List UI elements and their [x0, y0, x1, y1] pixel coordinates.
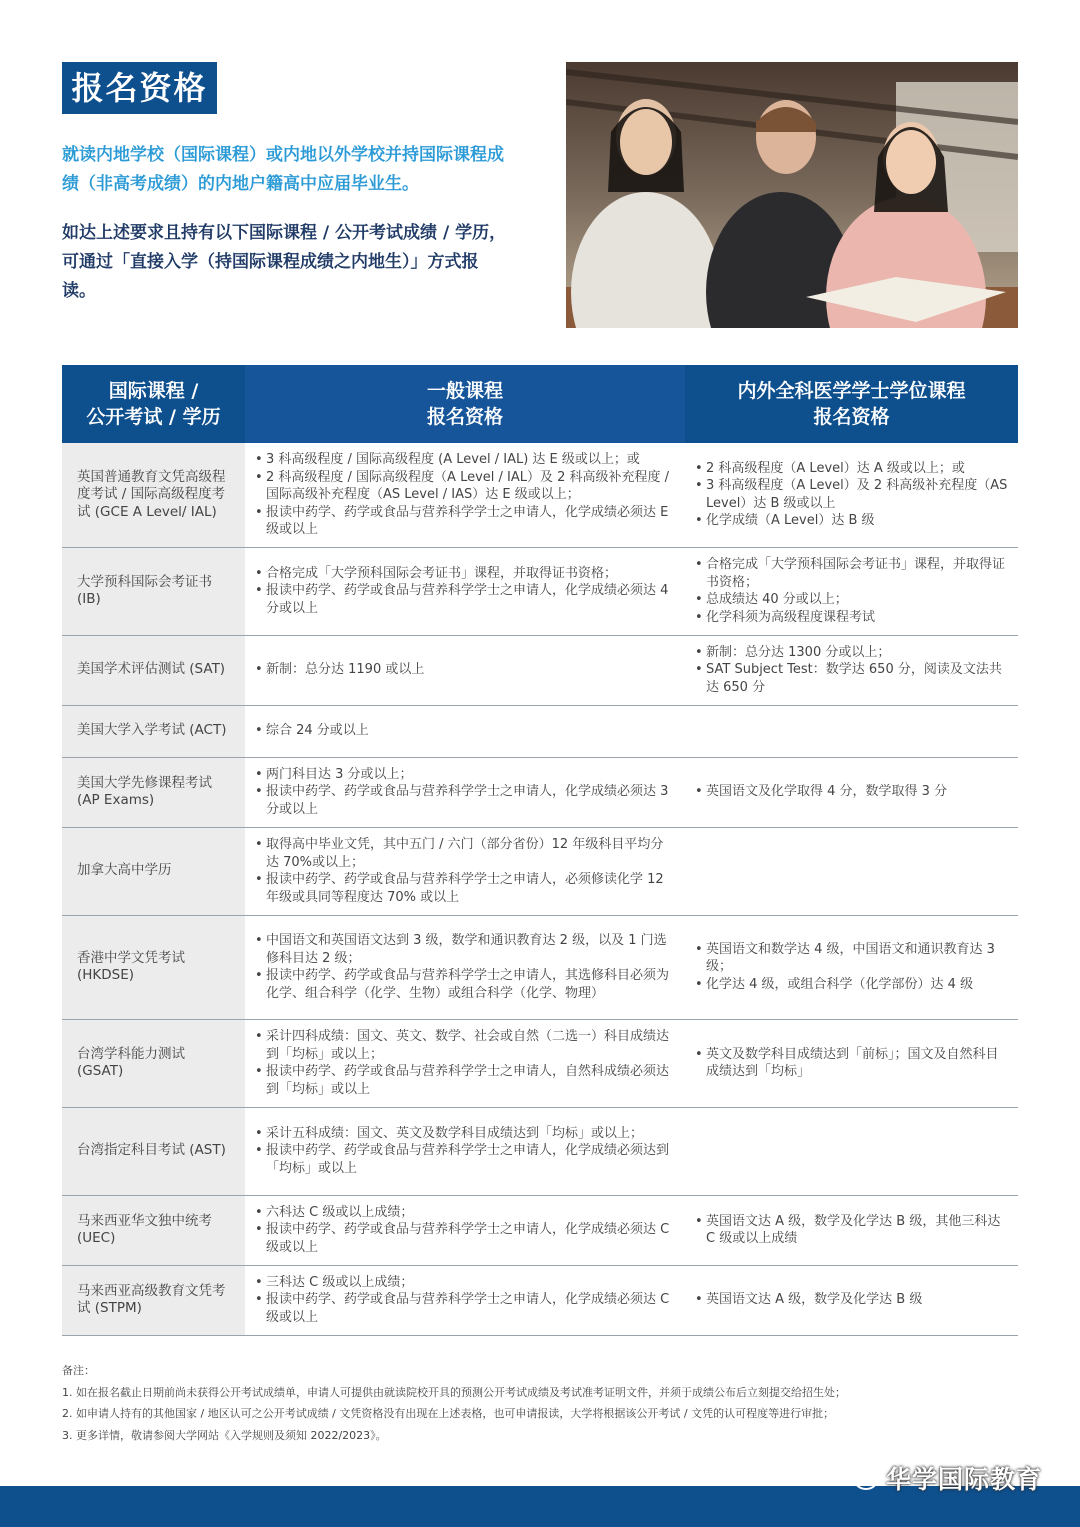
intro-highlight: 就读内地学校（国际课程）或内地以外学校并持国际课程成绩（非高考成绩）的内地户籍高中应届毕业生。	[62, 145, 504, 194]
requirement-item: • 2 科高级程度（A Level）达 A 级或以上；或	[695, 460, 1008, 478]
table-row	[62, 827, 1018, 915]
requirement-item: • 综合 24 分或以上	[255, 722, 675, 740]
table-row	[62, 757, 1018, 827]
requirement-item: • 合格完成「大学预科国际会考证书」课程，并取得证书资格；	[695, 556, 1008, 591]
medical-requirements	[685, 635, 1018, 705]
table-row	[62, 1019, 1018, 1107]
requirement-item: • 总成绩达 40 分或以上；	[695, 591, 1008, 609]
requirement-item: • 报读中药学、药学或食品与营养科学学士之申请人，化学成绩必须达 4 分或以上	[255, 582, 675, 617]
requirement-item: • 合格完成「大学预科国际会考证书」课程，并取得证书资格；	[255, 565, 675, 583]
qualification-name: 马来西亚高级教育文凭考试 (STPM)	[62, 1265, 245, 1335]
note-item: 2. 如申请人持有的其他国家 / 地区认可之公开考试成绩 / 文凭资格没有出现在上述表格，也可申请报读，大学将根据该公开考试 / 文凭的认可程度等进行审批；	[62, 1407, 835, 1420]
watermark-text: 华学国际教育	[886, 1465, 1043, 1494]
medical-requirements	[685, 1195, 1018, 1265]
wechat-icon	[840, 1460, 880, 1496]
note-item: 1. 如在报名截止日期前尚未获得公开考试成绩单，申请人可提供由就读院校开具的预测公开考试成绩及考试准考证明文件，并须于成绩公布后立刻提交给招生处；	[62, 1385, 846, 1399]
requirement-item: • 报读中药学、药学或食品与营养科学学士之申请人，化学成绩必须达到「均标」或以上	[255, 1142, 675, 1177]
qualification-name: 美国学术评估测试 (SAT)	[62, 635, 245, 705]
general-requirements	[245, 1265, 685, 1335]
requirement-item: • 英文及数学科目成绩达到「前标」；国文及自然科目成绩达到「均标」	[695, 1046, 1008, 1081]
requirement-item: • SAT Subject Test：数学达 650 分，阅读及文法共达 650 分	[695, 661, 1008, 696]
qualification-name: 美国大学先修课程考试 (AP Exams)	[62, 757, 245, 827]
requirement-item: • 两门科目达 3 分或以上；	[255, 766, 675, 784]
watermark	[840, 1458, 1042, 1498]
general-requirements	[245, 635, 685, 705]
general-requirements	[245, 1195, 685, 1265]
requirement-item: • 英国语文达 A 级，数学及化学达 B 级，其他三科达 C 级或以上成绩	[695, 1213, 1008, 1248]
header-qualification: 国际课程 / 公开考试 / 学历	[62, 365, 245, 443]
requirement-item: • 2 科高级程度 / 国际高级程度（A Level / IAL）及 2 科高级补充程度 / 国际高级补充程度（AS Level / IAS）达 E 级或以上；	[255, 469, 675, 504]
table-row	[62, 1195, 1018, 1265]
requirement-item: • 采计四科成绩：国文、英文、数学、社会或自然（二选一）科目成绩达到「均标」或以上；	[255, 1028, 675, 1063]
medical-requirements	[685, 705, 1018, 757]
requirement-item: • 化学科须为高级程度课程考试	[695, 609, 1008, 627]
header-medical: 内外全科医学学士学位课程 报名资格	[685, 365, 1018, 443]
requirement-item: • 3 科高级程度 / 国际高级程度 (A Level / IAL) 达 E 级或以上；或	[255, 451, 675, 469]
requirement-item: • 三科达 C 级或以上成绩；	[255, 1274, 675, 1292]
requirement-item: • 报读中药学、药学或食品与营养科学学士之申请人，化学成绩必须达 3 分或以上	[255, 783, 675, 818]
requirement-item: • 新制：总分达 1190 或以上	[255, 661, 675, 679]
qualification-name: 英国普通教育文凭高级程度考试 / 国际高级程度考试 (GCE A Level/ IAL)	[62, 443, 245, 547]
requirement-item: • 报读中药学、药学或食品与营养科学学士之申请人，化学成绩必须达 C 级或以上	[255, 1291, 675, 1326]
requirement-item: • 3 科高级程度（A Level）及 2 科高级补充程度（AS Level）达 B 级或以上	[695, 477, 1008, 512]
general-requirements	[245, 827, 685, 915]
requirement-item: • 报读中药学、药学或食品与营养科学学士之申请人，化学成绩必须达 E 级或以上	[255, 504, 675, 539]
table-row	[62, 705, 1018, 757]
table-row	[62, 443, 1018, 547]
medical-requirements	[685, 443, 1018, 547]
medical-requirements	[685, 757, 1018, 827]
qualification-name: 加拿大高中学历	[62, 827, 245, 915]
requirement-item: • 化学达 4 级，或组合科学（化学部份）达 4 级	[695, 976, 1008, 994]
table-row	[62, 1265, 1018, 1335]
requirement-item: • 采计五科成绩：国文、英文及数学科目成绩达到「均标」或以上；	[255, 1125, 675, 1143]
note-item: 3. 更多详情，敬请参阅大学网站《入学规则及须知 2022/2023》。	[62, 1428, 387, 1442]
table-row	[62, 547, 1018, 635]
table-row	[62, 915, 1018, 1019]
medical-requirements	[685, 1265, 1018, 1335]
medical-requirements	[685, 915, 1018, 1019]
students-photo	[566, 62, 1018, 328]
requirement-item: • 新制：总分达 1300 分或以上；	[695, 644, 1008, 662]
requirement-item: • 英国语文及化学取得 4 分，数学取得 3 分	[695, 783, 1008, 801]
general-requirements	[245, 1107, 685, 1195]
page-title: 报名资格	[62, 62, 217, 114]
general-requirements	[245, 443, 685, 547]
medical-requirements	[685, 547, 1018, 635]
general-requirements	[245, 757, 685, 827]
notes	[62, 1360, 1022, 1446]
requirement-item: • 英国语文达 A 级，数学及化学达 B 级	[695, 1291, 1008, 1309]
qualification-name: 香港中学文凭考试 (HKDSE)	[62, 915, 245, 1019]
header-general: 一般课程 报名资格	[245, 365, 685, 443]
table-body	[62, 443, 1018, 1335]
requirement-item: • 六科达 C 级或以上成绩；	[255, 1204, 675, 1222]
requirement-item: • 报读中药学、药学或食品与营养科学学士之申请人，自然科成绩必须达到「均标」或以上	[255, 1063, 675, 1098]
general-requirements	[245, 547, 685, 635]
general-requirements	[245, 705, 685, 757]
requirement-item: • 英国语文和数学达 4 级，中国语文和通识教育达 3 级；	[695, 941, 1008, 976]
requirement-item: • 取得高中毕业文凭，其中五门 / 六门（部分省份）12 年级科目平均分达 70%或以上；	[255, 836, 675, 871]
intro-main: 如达上述要求且持有以下国际课程 / 公开考试成绩 / 学历，可通过「直接入学（持国际课程成绩之内地生）」方式报读。	[62, 223, 507, 301]
qualification-name: 美国大学入学考试 (ACT)	[62, 705, 245, 757]
qualification-name: 台湾学科能力测试 (GSAT)	[62, 1019, 245, 1107]
medical-requirements	[685, 1019, 1018, 1107]
requirement-item: • 报读中药学、药学或食品与营养科学学士之申请人，化学成绩必须达 C 级或以上	[255, 1221, 675, 1256]
notes-label: 备注：	[62, 1364, 95, 1377]
table-row	[62, 1107, 1018, 1195]
requirement-item: • 报读中药学、药学或食品与营养科学学士之申请人，其选修科目必须为化学、组合科学（化学、生物）或组合科学（化学、物理）	[255, 967, 675, 1002]
eligibility-table	[62, 365, 1018, 1336]
requirement-item: • 中国语文和英国语文达到 3 级，数学和通识教育达 2 级，以及 1 门选修科目达 2 级；	[255, 932, 675, 967]
table-row	[62, 635, 1018, 705]
qualification-name: 大学预科国际会考证书 (IB)	[62, 547, 245, 635]
medical-requirements	[685, 1107, 1018, 1195]
medical-requirements	[685, 827, 1018, 915]
qualification-name: 马来西亚华文独中统考 (UEC)	[62, 1195, 245, 1265]
qualification-name: 台湾指定科目考试 (AST)	[62, 1107, 245, 1195]
general-requirements	[245, 1019, 685, 1107]
requirement-item: • 报读中药学、药学或食品与营养科学学士之申请人，必须修读化学 12 年级或具同等程度达 70% 或以上	[255, 871, 675, 906]
requirement-item: • 化学成绩（A Level）达 B 级	[695, 512, 1008, 530]
general-requirements	[245, 915, 685, 1019]
